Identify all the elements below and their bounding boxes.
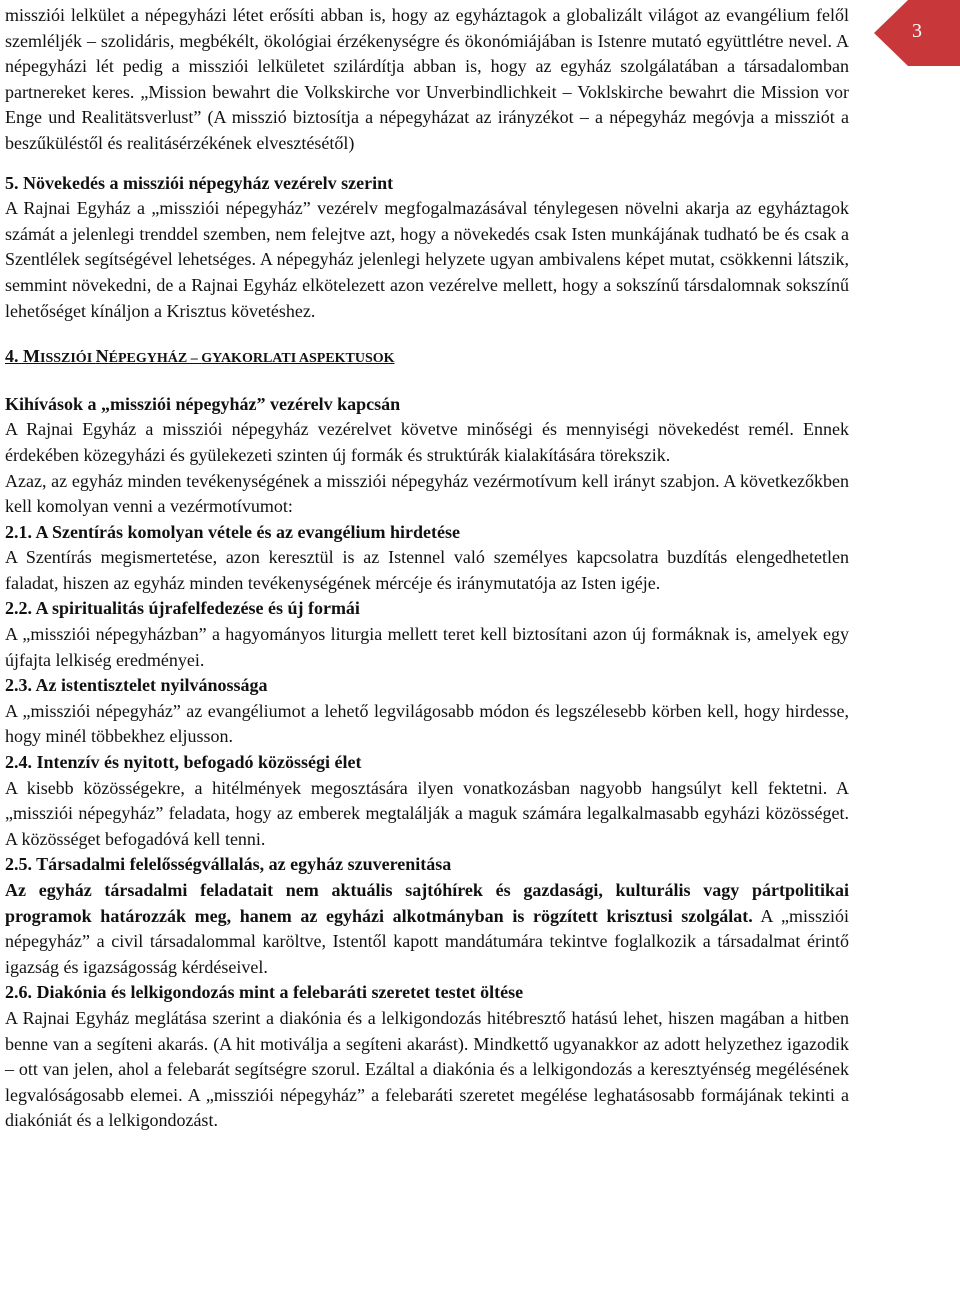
challenges-paragraph-2: Azaz, az egyház minden tevékenységének a missziói népegyház vezérmotívum kell irányt szabjon. A következőkben kell komolyan venni a vezérmotívumot:: [5, 470, 849, 517]
subsection-2-4-text: A kisebb közösségekre, a hitélmények megosztására ilyen vonatkozásban nagyobb hangsúlyt kell fektetni. A „missziói népegyház” feladata, hogy az emberek megtalálják a maguk számára legalkalmasabb egyházi közösséget. A közösséget befogadóvá kell tenni.: [5, 777, 849, 849]
subsection-2-2-text: A „missziói népegyházban” a hagyományos liturgia mellett teret kell biztosítani azon új formáknak is, amelyek egy újfajta lelkiség eredményei.: [5, 624, 849, 670]
subsection-2-2-heading: 2.2. A spiritualitás újrafelfedezése és új formái: [5, 598, 360, 619]
section-5-paragraph: A Rajnai Egyház a „missziói népegyház” vezérelv megfogalmazásával ténylegesen növelni akarja az egyháztagok számát a jelenlegi trenddel szemben, nem felejtve azt, hogy a növekedés csak Isten munkájának tudható be és csak a Szentlélek segítségével lehetséges. A népegyház jelenlegi helyzete ugyan ambivalens képet mutat, csökkenni látszik, semmint növekedni, de a Rajnai Egyház elkötelezett azon vezérelve mellett, hogy a sokszínű társdalomnak sokszínű lehetőséget kínáljon a Krisztus követéshez.: [5, 198, 849, 321]
section-4-heading: [5, 344, 849, 372]
heading-part: N: [95, 346, 109, 367]
subsection-2-5-bold-text: Az egyház társadalmi feladatait nem aktuális sajtóhírek és gazdasági, kulturális vagy pártpolitikai programok határozzák meg, hanem az egyházi alkotmányban is rögzített krisztusi szolgálat.: [5, 880, 849, 926]
section-4-number: 4.: [5, 346, 19, 367]
challenges-paragraph-1: A Rajnai Egyház a missziói népegyház vezérelvet követve minőségi és mennyiségi növekedést remél. Ennek érdekében közegyházi és gyülekezeti szinten új formák és struktúrák kialakítására törekszik.: [5, 419, 849, 465]
section-5-heading: 5. Növekedés a missziói népegyház vezérelv szerint: [5, 172, 394, 193]
subsection-2-3-heading: 2.3. Az istentisztelet nyilvánossága: [5, 675, 268, 696]
challenges-heading: Kihívások a „missziói népegyház” vezérelv kapcsán: [5, 393, 401, 414]
heading-part: M: [23, 346, 40, 367]
page-number: 3: [912, 20, 922, 42]
subsection-2-3-text: A „missziói népegyház” az evangéliumot a lehető legvilágosabb módon és legszélesebb körben kell, hogy hirdesse, hogy minél többekhez eljusson.: [5, 700, 849, 747]
heading-part: ISSZIÓI: [40, 351, 96, 367]
page-number-tab: [874, 0, 960, 66]
subsection-2-5-heading: 2.5. Társadalmi felelősségvállalás, az egyház szuverenitása: [5, 854, 452, 875]
subsection-2-5-text: [5, 878, 849, 980]
intro-paragraph: missziói lelkület a népegyházi létet erősíti abban is, hogy az egyháztagok a globalizált világot az evangélium felől szemléljék – szolidáris, megbékélt, ökológiai érzékenységre és ökonómiájában is Istenre mutató együttlétre nevel. A népegyházi lét pedig a missziói lelkületet szilárdítja abban is, hogy az egyház szolgálatában a társadalomban partnereket keres. „Mission bewahrt die Volkskirche vor Unverbindlichkeit – Voklskirche bewahrt die Mission vor Enge und Realitätsverlust” (A misszió biztosítja a népegyházat az irányzékot – a népegyház megóvja a missziót a beszűküléstől és realitásérzékének elvesztésétől): [5, 5, 849, 153]
subsection-2-6-text: A Rajnai Egyház meglátása szerint a diakónia és a lelkigondozás hitébresztő hatású lehet, hiszen magában a hitben benne van a segíteni akarás. (A hit motiválja a segíteni akarást). Mindkettő ugyanakkor az adott helyzethez igazodik – ott van jelen, ahol a felebarát segítségre szorul. Ezáltal a diakónia és a lelkigondozás a keresztyénség megélésének legvalóságosabb elemei. A „missziói népegyház” a felebaráti szeretet megélése leghatásosabb formájának tekinti a diakóniát és a lelkigondozást.: [5, 1007, 849, 1131]
subsection-2-5-regular-text: A „missziói népegyház” a civil társadalommal karöltve, Istentől kapott mandátumára tekintve foglalkozik a társadalmat érintő igazság és igazságosság kérdéseivel.: [5, 905, 849, 977]
subsection-2-1-text: A Szentírás megismertetése, azon keresztül is az Istennel való személyes kapcsolatra buzdítás elengedhetetlen faladat, hiszen az egyház minden tevékenységének mércéje és iránymutatója az Isten igéje.: [5, 547, 849, 593]
subsection-2-1-heading: 2.1. A Szentírás komolyan vétele és az evangélium hirdetése: [5, 521, 460, 542]
document-page: [5, 3, 849, 1134]
subsection-2-4-heading: 2.4. Intenzív és nyitott, befogadó közösségi élet: [5, 752, 362, 773]
heading-part: ÉPEGYHÁZ –: [108, 351, 202, 367]
heading-part: GYAKORLATI ASPEKTUSOK: [201, 351, 395, 367]
subsection-2-6-heading: 2.6. Diakónia és lelkigondozás mint a felebaráti szeretet testet öltése: [5, 982, 524, 1003]
